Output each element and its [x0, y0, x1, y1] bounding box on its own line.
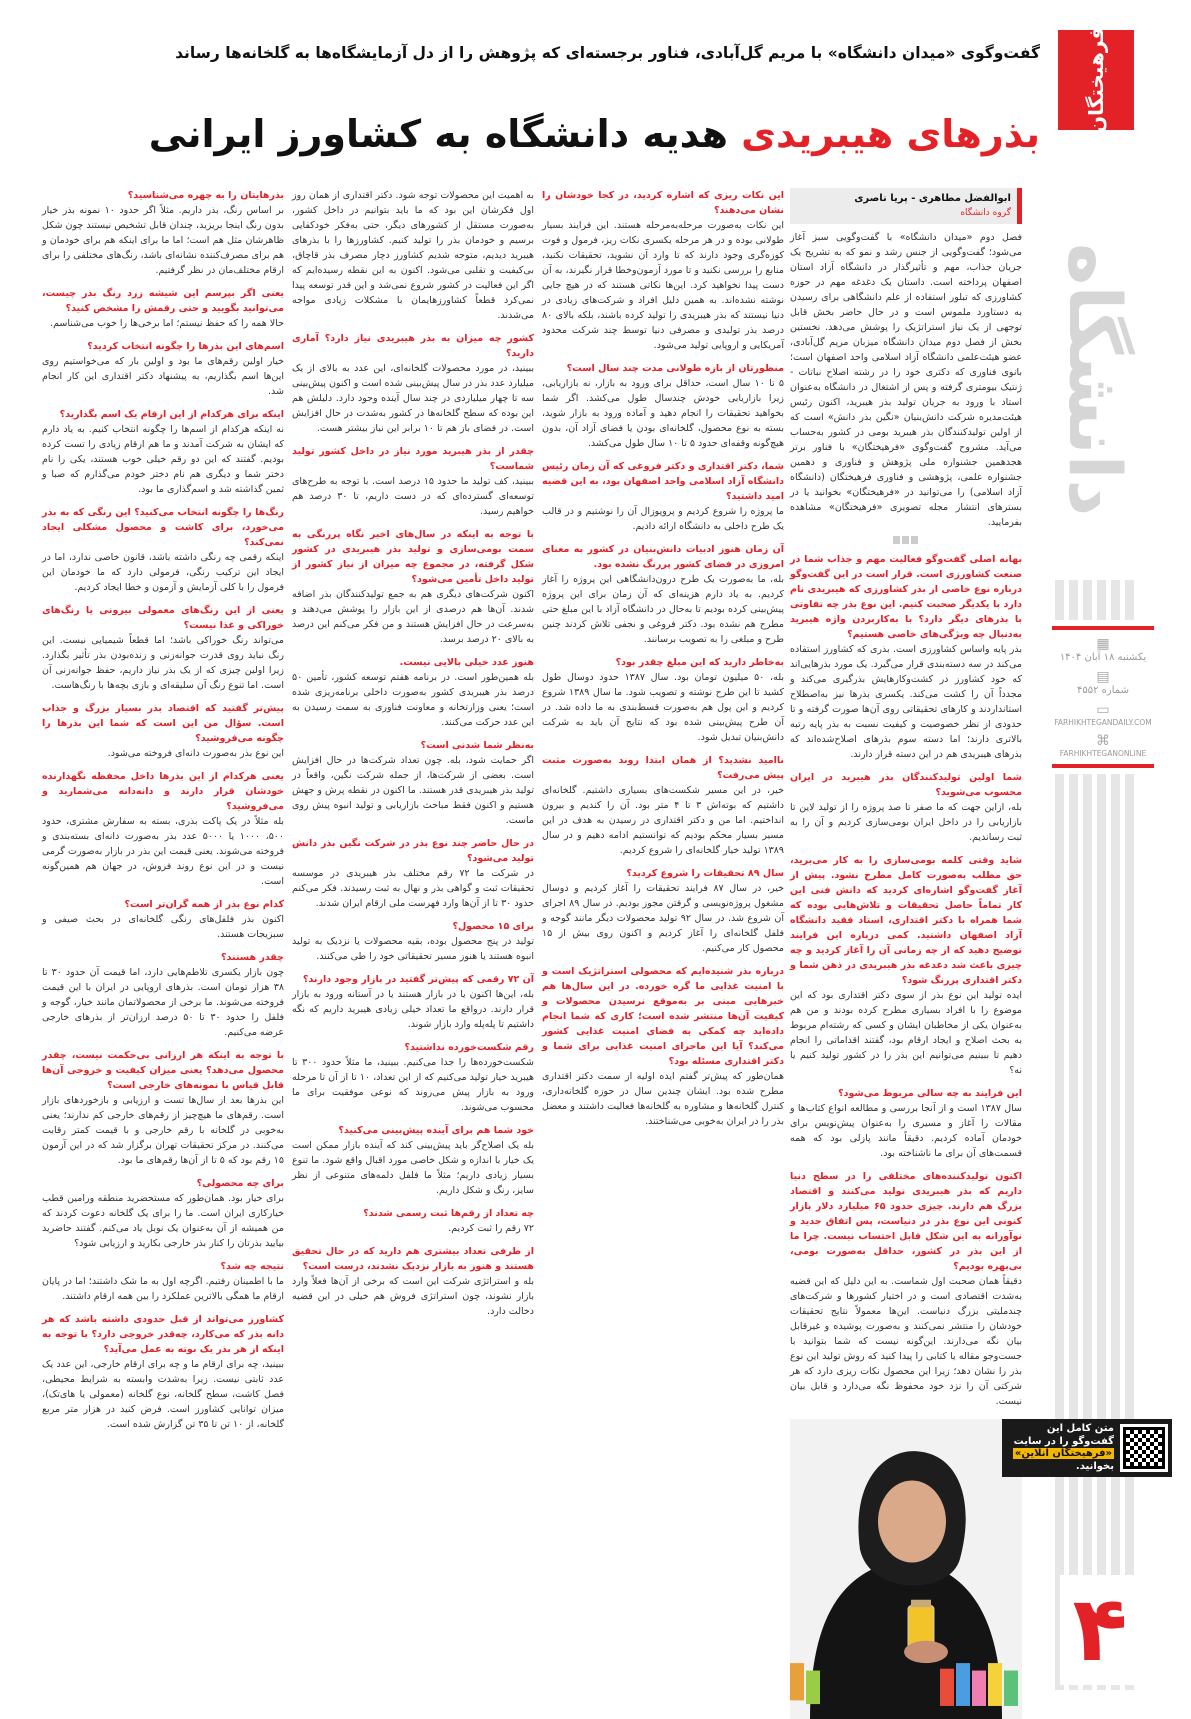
interview-question: برای ۱۵ محصول؟: [452, 921, 534, 932]
interview-question: اینکه برای هرکدام از این ارقام یک اسم بگذارید؟: [59, 409, 284, 420]
byline: [790, 188, 1022, 224]
interview-answer: بله یک اصلاح‌گر باید پیش‌بینی کند که آینده بازار ممکن است یک خیار با اندازه و شکل خاصی مورد اقبال واقع شود. ما تنوع بسیار زیادی داریم؛ مثلاً ما فلفل دلمه‌های متنوعی از نظر سایز، رنگ و شکل داریم.: [292, 1140, 534, 1196]
interview-answer: ایده تولید این نوع بذر از سوی دکتر اقتداری بود که این موضوع را با افراد بسیاری مطرح کرده بودند و من هم به‌عنوان یکی از مخاطبان ایشان و کسی که رشته‌ام مربوط به بحث اصلاح و ایجاد ارقام بود، گفتند اقداماتی را انجام دهیم تا ببینیم می‌توانیم این بذر را در کشور تولید کنیم یا نه؟: [790, 990, 1022, 1076]
interview-question: شاید وقتی کلمه بومی‌سازی را به کار می‌برید، حق مطلب به‌صورت کامل مطرح نشود. پیش از آغاز گفت‌وگو اشاره‌ای کردید که دانش فنی این کار تماماً حاصل تحقیقات و تلاش‌هایی بوده که شما همراه با دکتر اقتداری، استاد فقید دانشگاه آزاد اصفهان داشتید. کمی درباره این فرایند توضیح دهید که از چه زمانی آن را آغاز کردید و چه چیزی باعث شد دغدغه بذر هیبریدی در ذهن شما و دکتر اقتداری پررنگ شود؟: [790, 855, 1022, 986]
headline-rest: هدیه دانشگاه به کشاورز ایرانی: [148, 112, 728, 156]
interview-question: با توجه به اینکه هر ارزانی بی‌حکمت نیست، چقدر محصول می‌دهد؟ یعنی میزان کیفیت و خروجی آن‌ها قابل قیاس با نمونه‌های خارجی است؟: [42, 1050, 284, 1091]
interview-answer: بله، ازاین جهت که ما صفر تا صد پروژه را از تولید لاین تا بازاریابی را در داخل ایران بومی‌سازی کردیم و آن را به ثبت رساندیم.: [790, 802, 1022, 843]
interview-answer: ما با اطمینان رفتیم. اگرچه اول به ما شک داشتند؛ اما در پایان ارقام ما همگی بالاترین عملکرد را بین همه ارقام داشتند.: [42, 1276, 284, 1302]
website-link[interactable]: FARHIKHTEGANDAILY.COM: [1054, 718, 1152, 727]
interview-answer: خیار اولین رقم‌های ما بود و اولین بار که می‌خواستیم روی این‌ها اسم بگذاریم، به پیشنهاد دکتر اقتداری این کار انجام شد.: [42, 356, 284, 397]
social-handle[interactable]: FARHIKHTEGANONLINE: [1059, 749, 1147, 758]
interview-question: پیش‌تر گفتید که اقتصاد بذر بسیار بزرگ و جذاب است. سؤال من این است که شما این بذرها را چگونه می‌فروشید؟: [42, 703, 284, 744]
interview-question: از طرفی تعداد بیشتری هم دارید که در حال تحقیق هستند و هنوز به بازار نزدیک نشدند، درست است؟: [292, 1246, 534, 1272]
qr-line: بخوانید.: [1075, 1460, 1114, 1472]
interview-question: اسم‌های این بذرها را چگونه انتخاب کردید؟: [87, 341, 284, 352]
photo-image: [790, 1419, 1022, 1719]
interview-question: یعنی از این رنگ‌های معمولی بیرونی یا رنگ‌های خوراکی و غذا نیست؟: [42, 605, 284, 631]
interview-answer: ما پروژه را شروع کردیم و پروپوزال آن را نوشتیم و در قالب یک طرح داخلی به دانشگاه ارائه دادیم.: [542, 506, 784, 532]
headline: [40, 104, 1040, 164]
interview-question: در حال حاضر چند نوع بذر در شرکت نگین بذر دانش تولید می‌شود؟: [292, 838, 534, 864]
column-3: [292, 188, 534, 1319]
interview-answer: به اهمیت این محصولات توجه شود. دکتر اقتداری از همان روز اول فکرشان این بود که ما باید بتوانیم در داخل کشور، به‌صورت مستقل از کشورهای دیگر، حتی به‌فکر خودکفایی برسیم و خودمان بذر را تولید کنیم. کشاورزها را با بذرهای هیبرید دیدیم، متوجه شدیم کشاورز دچار مصرف بذر قاچاق، بی‌کیفیت و تقلبی می‌شود. اکنون به این نقطه رسیده‌ایم که اگر این فعالیت در کشور شروع نمی‌شد و این قدر توسعه پیدا نمی‌کرد قطعاً کشاورزهایمان با مشکلات زیادی مواجه می‌شدند.: [292, 190, 534, 321]
interview-answer: اکنون بذر فلفل‌های رنگی گلخانه‌ای در بحث صیفی و سبزیجات هستند.: [42, 914, 284, 940]
interview-question: چقدر از بذر هیبرید مورد نیاز در داخل کشور تولید شماست؟: [292, 446, 534, 472]
interview-answer: اگر حمایت شود، بله. چون تعداد شرکت‌ها در حال افزایش است. بعضی از شرکت‌ها، از جمله شرکت نگین، واقعاً در تولید بذر هیبریدی قدر هستند. ما اکنون در نقطه پرش و جهش هستیم و اکنون فقط مباحث بازاریابی و تولید انبوه پیش روی ماست.: [292, 755, 534, 826]
divider: [1052, 764, 1154, 768]
interviewee-photo: [790, 1419, 1114, 1719]
interview-question: این فرایند به چه سالی مربوط می‌شود؟: [838, 1088, 1022, 1099]
spacer: [790, 1409, 1022, 1419]
interview-answer: بله و استراتژی شرکت این است که برخی از آن‌ها فعلاً وارد بازار نشوند، چون استراتژی فروش هم خیلی در این قضیه دخالت دارد.: [292, 1276, 534, 1317]
interview-answer: این نکات به‌صورت مرحله‌به‌مرحله هستند. این فرایند بسیار طولانی بوده و در هر مرحله یکسری نکات ریز، فرمول و فوت کوزه‌گری وجود دارند که تا وارد آن نشوید، تحقیقات نکنید، منابع را بررسی نکنید و تا مورد آزمون‌وخطا قرار نگیرند، به آن دست پیدا نخواهید کرد. این‌ها نکاتی هستند که در هیچ جایی نوشته نشده‌اند. به همین دلیل افراد و شرکت‌های زیادی در دنیا نیستند که بذر هیبریدی را تولید کرده باشند، بلکه بالای ۸۰ درصد بذر تولیدی و مصرفی دنیا توسط چند شرکت محدود آمریکایی و اروپایی تولید می‌شود.: [542, 220, 784, 351]
interview-answer: بذر پایه‌ واساس کشاورزی است. بذری که کشاورز استفاده می‌کند در سه دسته‌بندی قرار می‌گیرد. یک مورد بذرهایی‌اند که خود کشاورز در کشت‌وکارهایش بذرگیری می‌کند و مجدداً آن را کشت می‌کند. یکسری بذرها نیز به‌اصطلاح استاندارد‌ند و کارهای تحقیقاتی روی آن‌ها صورت گرفته و تا حدودی از نظر خصوصیت و کیفیت نسبت به بذر پایه رتبه بالاتری دارند؛ اما دسته سوم بذرهای اصلاح‌شده‌اند که بذرهای هیبریدی هم در این دسته قرار دارند.: [790, 644, 1022, 760]
interview-answer: بر اساس رنگ، بذر داریم. مثلاً اگر حدود ۱۰ نمونه بذر خیار بدون رنگ اینجا بریزید، چندان قابل تشخیص نیستند چون شکل ظاهرشان مثل هم است؛ اما ما برای اینکه هم برای خودمان و هم برای مصرف‌کننده نشانه‌ای باشد، رنگ‌های مختلفی را برای ارقام مختلف‌مان در نظر گرفتیم.: [42, 205, 284, 276]
interview-answer: دقیقاً همان صحبت اول شماست. به این دلیل که این قضیه به‌شدت اقتصادی است و در اختیار کشورها و شرکت‌های چندملیتی بزرگ دنیاست. این‌ها معمولاً نتایج تحقیقات خودشان را منتشر نمی‌کنند و به‌صورت پوشیده و غیرقابل بیان نگه می‌دارند. این‌گونه نیست که شما بتوانید با جست‌وجو مقاله یا کتابی را پیدا کنید که روش تولید این نوع بذر را نشان دهد؛ زیرا این محصول نکات ریزی دارد که هر شرکتی آن را نزد خود محفوظ نگه می‌دارد و قابل بیان نیست.: [790, 1276, 1022, 1407]
interview-question: یعنی اگر بپرسم این شیشه زرد رنگ بذر چیست، می‌توانید بگویید و حتی رقمش را مشخص کنید؟: [42, 288, 284, 314]
issue-number-icon: ▤: [1096, 669, 1110, 685]
interview-answer: ببینید، در مورد محصولات گلخانه‌ای، این عدد به بالای از یک میلیارد عدد بذر در سال پیش‌بینی شده است و اکنون پیش‌بینی سه تا چهار میلیاردی در چند سال آینده وجود دارد. دلیلش هم این بوده که سطح گلخانه‌ها در کشور به‌شدت در حال افزایش است. در فضای باز هم تا ۱۰ برابر این نیاز بیشتر هست.: [292, 363, 534, 434]
website-icon: ▭: [1096, 702, 1110, 718]
interview-question: چقدر هستند؟: [221, 952, 284, 963]
author-names: ابوالفضل مطاهری - پریا ناصری: [854, 193, 1011, 204]
interview-question: این نکات ریزی که اشاره کردید، در کجا خودشان را نشان می‌دهند؟: [542, 190, 784, 216]
calendar-icon: ▦: [1096, 636, 1110, 652]
column-4: [42, 188, 284, 1432]
interview-question: برای چه محصولی؟: [196, 1178, 284, 1189]
interview-answer: ۷۲ رقم را ثبت کردیم.: [448, 1223, 534, 1234]
interview-question: شما اولین تولیدکنندگان بذر هیبرید در ایران محسوب می‌شوید؟: [790, 772, 1022, 798]
interview-question: منظورتان از بازه طولانی مدت چند سال است؟: [566, 363, 784, 374]
interview-question: با توجه به اینکه در سال‌های اخیر نگاه پررنگی به سمت بومی‌سازی و تولید بذر هیبریدی در کشور شکل گرفته، در مجموع چه میزان از نیاز کشور از تولید داخل تأمین می‌شود؟: [292, 529, 534, 585]
page-number: ۴: [1060, 1575, 1140, 1685]
qr-line: گفت‌وگو را در سایت: [1013, 1435, 1114, 1447]
interview-answer: ۵ تا ۱۰ سال است، حداقل برای ورود به بازار، نه بازاریابی، زیرا بازاریابی خودش چندسال طول می‌کشد. اگر شما بخواهید تحقیقات را انجام دهید و آماده ورود به بازار شوید، بسته به نوع محصول، گلخانه‌ای بودن یا فضای آزاد آن، بدون هیچ‌گونه وقفه‌ای حدود ۵ تا ۱۰ سال طول می‌کشد.: [542, 378, 784, 449]
interview-question: سال ۸۹ تحقیقات را شروع کردید؟: [626, 868, 784, 879]
interview-question: شما، دکتر اقتداری و دکتر فروغی که آن زمان رئیس دانشگاه آزاد اسلامی واحد اصفهان بود، به این قضیه امید داشتید؟: [542, 461, 784, 502]
interview-question: رنگ‌ها را چگونه انتخاب می‌کنید؟ این رنگی که به بذر می‌خورد، برای کاشت و محصول مشکلی ایجاد نمی‌کند؟: [42, 507, 284, 548]
interview-answer: بله همین‌طور است. در برنامه هفتم توسعه کشور، تأمین ۵۰ درصد بذر هیبریدی کشور به‌صورت داخلی برنامه‌ریزی شده است؛ یعنی وزارتخانه و معاونت فناوری به سمت رسیدن به این عدد حرکت می‌کنند.: [292, 672, 534, 728]
interview-answer: تولید در پنج محصول بوده، بقیه محصولات یا نزدیک به تولید انبوه هستند یا هنوز مسیر تحقیقاتی خود را طی می‌کنند.: [292, 936, 534, 962]
interview-answer: سال ۱۳۸۷ است و از آنجا بررسی و مطالعه انواع کتاب‌ها و مقالات را آغاز و مسیری را به‌عنوان پیش‌نویس برای خودمان آماده کردیم. دقیقاً مانند پازلی بود که همه قسمت‌های آن برای ما ناشناخته بود.: [790, 1103, 1022, 1159]
qr-line: متن کامل این: [1046, 1423, 1114, 1434]
author-group: گروه دانشگاه: [960, 208, 1011, 218]
interview-question: نتیجه چه شد؟: [220, 1261, 284, 1272]
divider: [1052, 626, 1154, 630]
issue-info: [1048, 620, 1158, 774]
interview-answer: بله، ۵۰ میلیون تومان بود. سال ۱۳۸۷ حدود دوسال طول کشید تا این طرح نوشته و تصویب شود. ما سال ۱۳۸۹ شروع کردیم و این پول هم به‌صورت قسط‌بندی به ما داده شد. در آن طرح پیش‌بینی شده بود که نتایج آن باید به شرکت دانش‌بنیان تبدیل شود.: [542, 672, 784, 743]
interview-answer: ببینید، کف تولید ما حدود ۱۵ درصد است. با توجه به طرح‌های توسعه‌ای گسترده‌ای که در دست داریم، تا ۳۰ درصد هم خواهیم رسید.: [292, 476, 534, 517]
interview-answer: برای خیار بود. همان‌طور که مستحضرید منطقه ورامین قطب خیارکاری ایران است. ما را برای یک گلخانه دعوت کردند که من همیشه از آن به‌عنوان یک نوبل یاد می‌کنم. گفتند حاضرید بیایید بذرتان را کنار بذر خارجی بکارید و ارزیابی شود؟: [42, 1193, 284, 1249]
interview-question: چه تعداد از رقم‌ها ثبت رسمی شدند؟: [363, 1208, 534, 1219]
interview-question: رقم شکست‌خورده نداشتید؟: [404, 1042, 534, 1053]
interview-question: بذرهایتان را به چهره می‌شناسید؟: [127, 190, 284, 201]
interview-question: هنوز عدد خیلی بالایی نیست.: [399, 657, 534, 668]
interview-answer: این بذرها بعد از سال‌ها تست و ارزیابی و بازخوردهای بازار است. رقم‌های ما هیچ‌چیز از رقم‌های خارجی کم ندارند؛ یعنی به‌خوبی در گلخانه با رقم خارجی و با قیمت کمتر رقابت می‌کنند. در مرکز تحقیقات تهران برگزار شد که در این آزمون ۱۵ رقم بود که ۵ تا از آن‌ها رقم‌های ما بود.: [42, 1095, 284, 1166]
social-icon: ⌘: [1096, 733, 1110, 749]
qr-promo-text: [1013, 1423, 1114, 1473]
interview-answer: شکست‌خورده‌ها را جدا می‌کنیم. ببینید، ما مثلاً حدود ۳۰۰ تا هیبرید خیار تولید می‌کنیم که از این تعداد، ۱۰ تا از آن تا مرحله ورود به بازار پیش می‌روند که نوعی موفقیت برای ما محسوب می‌شوند.: [292, 1057, 535, 1113]
interview-answer: این نوع بذر به‌صورت دانه‌ای فروخته می‌شود.: [107, 748, 284, 759]
interview-answer: بله، ما به‌صورت یک طرح درون‌دانشگاهی این پروژه را آغاز کردیم. به یاد دارم هزینه‌ای که آن زمان برای این پروژه پیش‌بینی کرده بودیم تا به‌حال در دانشگاه آزاد با این مبلغ حتی مطرح هم نشده بود. دکتر فروغی و نجفی تلاش کردند چنین طرح و مبلغی را به تصویب برسانند.: [542, 574, 784, 645]
issue-date: یکشنبه ۱۸ آبان ۱۴۰۴: [1059, 652, 1147, 663]
interview-answer: می‌تواند رنگ خوراکی باشد؛ اما قطعاً شیمیایی نیست. این رنگ نباید روی قدرت جوانه‌زنی و زنده‌بودن بذر تأثیر بگذارد. زیرا اولین چیزی که از یک بذر نیاز داریم، حفظ جوانه‌زنی آن است. اما تنوع رنگ آن سلیقه‌ای و بازی بچه‌ها با رنگ‌هاست.: [42, 635, 284, 691]
column-1-body: [790, 230, 1022, 1409]
section-separator: [893, 536, 919, 544]
interview-answer: نه اینکه هرکدام از اسم‌ها را چگونه انتخاب کنیم. به یاد دارم که ایشان به شرکت آمدند و ما هم ارقام زیادی را تست کرده بودیم. گفتند که این دو رقم خیلی خوب هستند، یکی را نام دختر شما و دیگری هم نام دختر خودم می‌گذارم که صبا و ثمین گذاشته شد و اسم‌گذاری ما بود.: [42, 424, 284, 495]
interview-question: درباره بذر شنیده‌ایم که محصولی استراتژیک است و با امنیت غذایی ما گره خورده. در این سال‌ها هم خبرهایی مبنی بر به‌موقع نرسیدن محصولات و کیفیت آن‌ها منتشر شده است؛ کاری که شما انجام داده‌اید چه کمکی به فضای امنیت غذایی کشور می‌کند؟ آیا این ماجرای امنیت غذایی برای شما و دکتر اقتداری مسئله بود؟: [542, 966, 784, 1067]
interview-answer: ببینید، چه برای ارقام ما و چه برای ارقام خارجی، این عدد یک عدد ثابتی نیست. زیرا به‌شدت وابسته به شرایط محیطی، فصل کاشت، سطح گلخانه، نوع گلخانه (معمولی یا های‌تک)، میزان توانایی کشاورز است. فرض کنید در هزار متر مربع گلخانه، از ۱۰ تن تا ۳۵ تن گزارش شده است.: [42, 1359, 284, 1430]
qr-code[interactable]: [1120, 1424, 1168, 1472]
interview-answer: فصل دوم «میدان دانشگاه» با گفت‌وگویی سبز آغاز می‌شود؛ گفت‌وگویی از جنس رشد و نمو که به تشریح یک جریان جذاب، مهم و تأثیرگذار در دانشگاه آزاد استان اصفهان پرداخته است. داستان یک دغدغه مهم در حوزه کشاورزی که تبلور استفاده از علم دانشگاهی برای رسیدن به دستاورد ملموس است و در حال حاضر بخش قابل توجهی از یک نیاز استراتژیک را پوشش می‌دهد. نخستین بخش از فصل دوم میدان دانشگاه میزبان مریم گل‌آبادی، عضو هیئت‌علمی دانشگاه آزاد اسلامی واحد اصفهان است؛ بانوی فناوری که دکتری خود را در رشته اصلاح نباتات - ژنتیک بیومتری گرفته و پس از اشتغال در دانشگاه به‌عنوان استاد با ورود به جریان تولید بذر هیبرید، اکنون رئیس هیئت‌مدیره شرکت دانش‌بنیان «نگین بذر دانش» است که از اولین تولیدکنندگان بذر هیبرید بومی در کشور به‌حساب می‌آید. مشروح گفت‌وگوی «فرهیختگان» با فناور برتر هجدهمین جشنواره ملی پژوهش و فناوری و دهمین جشنواره علمی، پژوهشی و فناوری فرهیختگان (دانشگاه آزاد اسلامی) را می‌توانید در «فرهیختگان» بخوانید یا در بسترهای انتشار مجله تصویری «فرهیختگان» مشاهده بفرمایید.: [790, 232, 1022, 528]
interview-answer: در شرکت ما ۷۲ رقم مختلف بذر هیبریدی در موسسه تحقیقات ثبت و گواهی بذر و نهال به ثبت رسیدند. فکر می‌کنم حدود ۳۰ تا از آن‌ها وارد فهرست ملی ارقام ایران شدند.: [292, 868, 534, 909]
interview-question: به‌نظر شما شدنی است؟: [420, 740, 534, 751]
interview-answer: بله مثلاً در یک پاکت بذری، بسته به سفارش مشتری، حدود ۵۰۰، ۱۰۰۰ یا ۵۰۰۰ عدد بذر به‌صورت دانه‌ای بسته‌بندی و فروخته می‌شوند. یعنی قیمت این بذر در بازار به‌صورت گرمی نیست و در این نوع روند فروش، در جهان هم همین‌گونه است.: [42, 816, 284, 887]
interview-answer: حالا همه را که حفظ نیستم؛ اما برخی‌ها را خوب می‌شناسم.: [50, 318, 284, 329]
interview-question: کشور چه میزان به بذر هیبریدی نیاز دارد؟ آماری دارید؟: [292, 333, 534, 359]
interview-question: خود شما هم برای آینده پیش‌بینی می‌کنید؟: [338, 1125, 534, 1136]
interview-answer: اکنون شرکت‌های دیگری هم به جمع تولیدکنندگان بذر اضافه شدند. آن‌ها هم درصدی از این بازار را پوشش می‌دهند و به‌سرعت در حال افزایش هستند و من فکر می‌کنم این درصد به بالای ۲۰ درصد برسد.: [292, 589, 534, 645]
interview-question: یعنی هرکدام از این بذرها داخل محفظه نگهدارنده خودشان قرار دارند و دانه‌دانه می‌شمارید و می‌فروشید؟: [42, 771, 284, 812]
interview-question: اکنون تولیدکننده‌های مختلفی را در سطح دنیا داریم که بذر هیبریدی تولید می‌کنند و اقتصاد بزرگ هم دارند. چیزی حدود ۶۵ میلیارد دلار بازار کنونی این نوع بذر در دنیاست، پس اتفاق جدید و نوآورانه به این شکل قابل احتساب نیست. چرا ما از این بذر در کشور، حداقل به‌صورت بومی، بی‌بهره بودیم؟: [790, 1171, 1022, 1272]
qr-site-name: «فرهیختگان آنلاین»: [1014, 1448, 1112, 1459]
headline-highlight: بذرهای هیبریدی: [741, 112, 1040, 156]
deck: گفت‌وگوی «میدان دانشگاه» با مریم گل‌آبادی، فناور برجسته‌ای که پژوهش را از دل آزمایشگاه‌ها به گلخانه‌ها رساند: [175, 44, 1040, 62]
interview-question: کدام نوع بذر از همه گران‌تر است؟: [124, 899, 284, 910]
interview-answer: خیر، در این مسیر شکست‌های بسیاری داشتیم. گلخانه‌ای داشتیم که بوته‌اش ۳ تا ۴ متر بود. آن را کندیم و بیرون انداختیم. اما من و دکتر اقتداری در رسیدن به هدف در این مسیر بسیار محکم بودیم که توانستیم ادامه دهیم و در سال ۱۳۸۹ تولید خیار گلخانه‌ای را شروع کردیم.: [542, 785, 785, 856]
interview-question: آن ۷۲ رقمی که پیش‌تر گفتید در بازار وجود دارند؟: [302, 974, 534, 985]
newspaper-logo: فرهیختگان: [1058, 30, 1134, 130]
interview-question: کشاورز می‌تواند از قبل حدودی داشته باشد که هر دانه بذر که می‌کارد، چه‌قدر خروجی دارد؟ با توجه به اینکه از هر بذر یک بوته به عمل می‌آید؟: [42, 1314, 284, 1355]
interview-answer: خیر، در سال ۸۷ فرایند تحقیقات را آغاز کردیم و دوسال مشغول پروژه‌نویسی و گرفتن مجوز بودیم. در سال ۸۹ اجرای آن شروع شد. در سال ۹۲ تولید محصولات دیگر مانند گوجه و فلفل گلخانه‌ای را آغاز کردیم و اکنون روی بیش از ۱۵ محصول کار می‌کنیم.: [542, 883, 785, 954]
interview-answer: چون بازار یکسری تلاطم‌هایی دارد، اما قیمت آن حدود ۳۰ تا ۳۸ هزار تومان است. بذرهای اروپایی در ایران با این قیمت فروخته می‌شوند. ما برخی از محصولاتمان مانند خیار، گوجه و فلفل را حدود ۳۰ تا ۵۰ درصد ارزان‌تر از بذرهای خارجی عرضه می‌کنیم.: [42, 967, 285, 1038]
section-title: دانشگاه: [1045, 180, 1145, 580]
interview-question: به‌خاطر دارید که این مبلغ چقدر بود؟: [615, 657, 784, 668]
column-2: [542, 188, 784, 1129]
qr-promo[interactable]: [1002, 1419, 1172, 1477]
interview-question: بهانه اصلی گفت‌وگو فعالیت مهم و جذاب شما در صنعت کشاورزی است. قرار است در این گفت‌وگو درباره نوع خاصی از بذر کشاورزی که هیبریدی نام دارد با یکدیگر صحبت کنیم. این نوع بذر چه تفاوتی با بذرهای دیگر دارد؟ با به‌کاربردن واژه هیبرید به‌دنبال چه ویژگی‌های خاصی هستیم؟: [790, 554, 1022, 640]
interview-answer: اینکه رقمی چه رنگی داشته باشد، قانون خاصی ندارد، اما در ایجاد این ترکیب رنگی، فرمولی دارد که ما خودمان این فرمول را با کلی آزمایش و آزمون و خطا ایجاد کردیم.: [42, 552, 284, 593]
interview-question: آن زمان هنوز ادبیات دانش‌بنیان در کشور به معنای امروزی در فضای کشور پررنگ نشده بود.: [542, 544, 784, 570]
interview-answer: بله، این‌ها اکنون یا در بازار هستند یا در آستانه ورود به بازار قرار دارند. درواقع ما تعداد خیلی زیادی هیبرید داریم که نگه داشتیم تا پله‌پله وارد بازار شوند.: [292, 989, 534, 1030]
interview-answer: همان‌طور که پیش‌تر گفتم ایده اولیه از سمت دکتر اقتداری مطرح شده بود. ایشان چندین سال در حوزه گلخانه‌داری، کنترل گلخانه‌ها و مشاوره به گلخانه‌ها فعالیت داشتند و معضل بذر را در ایران به‌خوبی می‌شناختند.: [542, 1071, 784, 1127]
issue-number: شماره ۴۵۵۲: [1077, 685, 1129, 696]
interview-question: ناامید نشدید؟ از همان ابتدا روند به‌صورت مثبت پیش می‌رفت؟: [542, 755, 784, 781]
